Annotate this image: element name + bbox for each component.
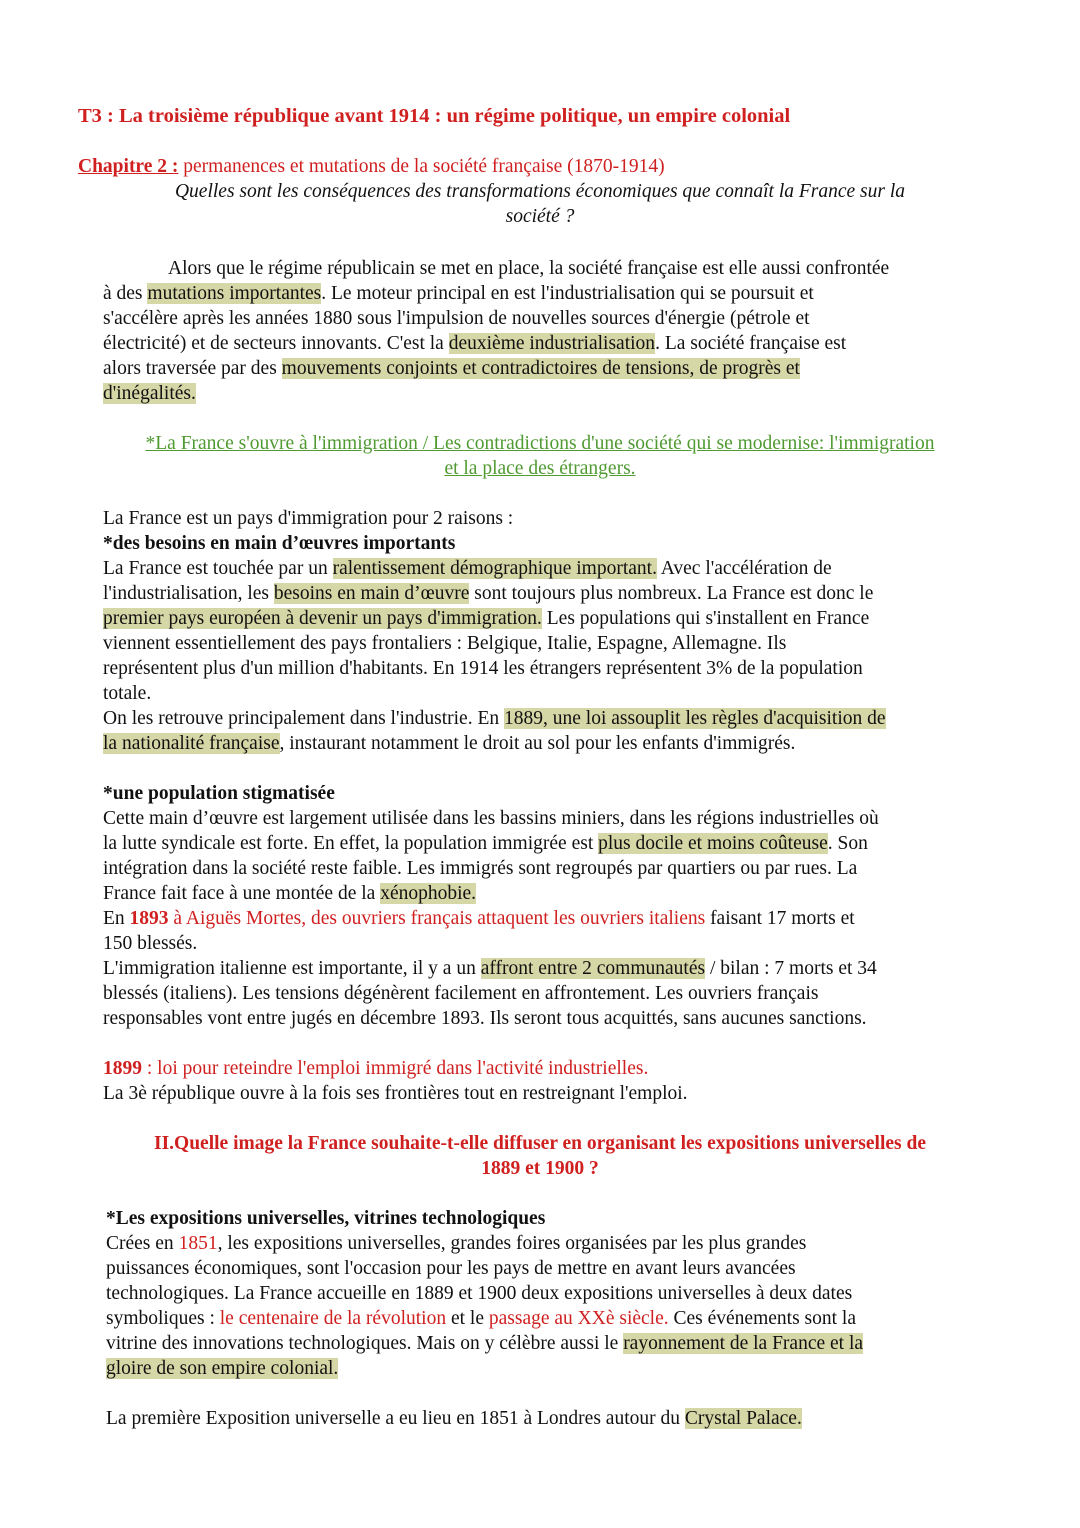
- loi-1899-text: : loi pour reteindre l'emploi immigré dans l'activité industrielles.: [142, 1058, 649, 1079]
- section2-d-line-4: symboliques : le centenaire de la révolution et le passage au XXè siècle. Ces événements sont la: [106, 1308, 856, 1329]
- section1-a-line-6: totale.: [103, 683, 152, 704]
- section1-b-line-3: intégration dans la société reste faible. Les immigrés sont regroupés par quartiers ou par rues. La: [103, 858, 858, 879]
- highlight-premier-pays: premier pays européen à devenir un pays d'immigration.: [103, 608, 542, 629]
- section1-a-line-7: On les retrouve principalement dans l'industrie. En 1889, une loi assouplit les règles d'acquisition de: [103, 708, 886, 729]
- chapter-question-line-1: Quelles sont les conséquences des transformations économiques que connaît la France sur la: [174, 181, 906, 202]
- highlight-deuxieme-industrialisation: deuxième industrialisation: [448, 333, 656, 354]
- section1-a-line-3: premier pays européen à devenir un pays d'immigration. Les populations qui s'installent en France: [103, 608, 870, 629]
- section1-c-line-1: [103, 1056, 648, 1081]
- intro-line-1: Alors que le régime républicain se met en place, la société française est elle aussi confrontée: [168, 258, 890, 279]
- section1-b-line-1: Cette main d’œuvre est largement utilisée dans les bassins miniers, dans les régions industrielles où: [103, 808, 879, 829]
- subheading-expositions: *Les expositions universelles, vitrines technologiques: [106, 1208, 546, 1229]
- section2-d-line-2: puissances économiques, sont l'occasion pour les pays de mettre en avant leurs avancées: [106, 1258, 796, 1279]
- highlight-gloire-empire: gloire de son empire colonial.: [106, 1358, 339, 1379]
- section1-a-line-5: représentent plus d'un million d'habitants. En 1914 les étrangers représentent 3% de la population: [103, 658, 863, 679]
- section1-b-line-9: responsables vont entre jugés en décembre 1893. Ils seront tous acquittés, sans aucunes sanctions.: [103, 1008, 867, 1029]
- intro-line-4: électricité) et de secteurs innovants. C'est la deuxième industrialisation. La société française est: [103, 333, 847, 354]
- section1-a-line-8: la nationalité française, instaurant notamment le droit au sol pour les enfants d'immigrés.: [103, 733, 796, 754]
- section1-b-line-5: En 1893 à Aiguës Mortes, des ouvriers français attaquent les ouvriers italiens faisant 17 morts et: [103, 908, 855, 929]
- section1-b-line-2: la lutte syndicale est forte. En effet, la population immigrée est plus docile et moins coûteuse. Son: [103, 833, 868, 854]
- chapter-text: permanences et mutations de la société française (1870-1914): [178, 156, 665, 177]
- highlight-mouvements: mouvements conjoints et contradictoires de tensions, de progrès et: [281, 358, 800, 379]
- section2-heading-line-2: 1889 et 1900 ?: [481, 1158, 599, 1179]
- highlight-ralentissement: ralentissement démographique important.: [332, 558, 657, 579]
- aigues-mortes-event: à Aiguës Mortes, des ouvriers français attaquent les ouvriers italiens: [168, 908, 706, 929]
- section2-e-line-1: La première Exposition universelle a eu lieu en 1851 à Londres autour du Crystal Palace.: [106, 1408, 802, 1429]
- date-1893: 1893: [129, 908, 169, 929]
- section2-d-line-5: vitrine des innovations technologiques. Mais on y célèbre aussi le rayonnement de la France et la: [106, 1333, 864, 1354]
- highlight-nationalite: la nationalité française: [103, 733, 280, 754]
- section1-b-line-8: blessés (italiens). Les tensions dégénèrent facilement en affrontement. Les ouvriers français: [103, 983, 819, 1004]
- highlight-mutations: mutations importantes: [147, 283, 322, 304]
- passage-xxe-siecle: passage au XXè siècle.: [488, 1308, 669, 1329]
- date-1851: 1851: [178, 1233, 218, 1254]
- subheading-besoins: *des besoins en main d’œuvres importants: [103, 533, 456, 554]
- section1-b-line-6: 150 blessés.: [103, 933, 198, 954]
- chapter-question-line-2: société ?: [505, 206, 575, 227]
- section2-heading-line-1: II.Quelle image la France souhaite-t-elle diffuser en organisant les expositions universelles de: [153, 1133, 926, 1154]
- highlight-plus-docile: plus docile et moins coûteuse: [598, 833, 828, 854]
- section2-d-line-3: technologiques. La France accueille en 1889 et 1900 deux expositions universelles à deux dates: [106, 1283, 853, 1304]
- intro-line-2: à des mutations importantes. Le moteur principal en est l'industrialisation qui se poursuit et: [103, 283, 814, 304]
- highlight-besoins: besoins en main d’œuvre: [273, 583, 470, 604]
- highlight-crystal-palace: Crystal Palace.: [684, 1408, 802, 1429]
- highlight-loi-1889: 1889, une loi assouplit les règles d'acquisition de: [504, 708, 886, 729]
- highlight-xenophobie: xénophobie.: [380, 883, 477, 904]
- section1-c-line-2: La 3è république ouvre à la fois ses frontières tout en restreignant l'emploi.: [103, 1083, 688, 1104]
- intro-line-5: alors traversée par des mouvements conjoints et contradictoires de tensions, de progrès et: [103, 358, 800, 379]
- highlight-inegalites: d'inégalités.: [103, 383, 196, 404]
- section1-b-line-4: France fait face à une montée de la xénophobie.: [103, 883, 477, 904]
- subheading-stigmatisee: *une population stigmatisée: [103, 783, 335, 804]
- centenaire-revolution: le centenaire de la révolution: [219, 1308, 447, 1329]
- section1-a-line-1: La France est touchée par un ralentissement démographique important. Avec l'accélération de: [103, 558, 832, 579]
- section1-a-line-4: viennent essentiellement des pays frontaliers : Belgique, Italie, Espagne, Allemagne. Ils: [103, 633, 787, 654]
- date-1899: 1899: [103, 1058, 142, 1079]
- section2-d-line-1: Crées en 1851, les expositions universelles, grandes foires organisées par les plus grandes: [106, 1233, 807, 1254]
- chapter-heading: [78, 154, 665, 179]
- intro-line-3: s'accélère après les années 1880 sous l'impulsion de nouvelles sources d'énergie (pétrole et: [103, 308, 810, 329]
- section2-d-line-6: [106, 1356, 338, 1381]
- section1-b-line-7: L'immigration italienne est importante, il y a un affront entre 2 communautés / bilan : 7 morts et 34: [103, 958, 877, 979]
- intro-line-6: [103, 381, 196, 406]
- highlight-affront: affront entre 2 communautés: [480, 958, 706, 979]
- document-title: T3 : La troisième république avant 1914 : un régime politique, un empire colonial: [78, 105, 791, 127]
- chapter-label: Chapitre 2 :: [78, 156, 179, 177]
- section1-intro: La France est un pays d'immigration pour 2 raisons :: [103, 508, 514, 529]
- section1-heading-line-2: et la place des étrangers.: [444, 458, 636, 479]
- highlight-rayonnement: rayonnement de la France et la: [623, 1333, 864, 1354]
- section1-a-line-2: l'industrialisation, les besoins en main d’œuvre sont toujours plus nombreux. La France est donc le: [103, 583, 874, 604]
- section1-heading-line-1: *La France s'ouvre à l'immigration / Les contradictions d'une société qui se modernise: l'immigration: [145, 433, 935, 454]
